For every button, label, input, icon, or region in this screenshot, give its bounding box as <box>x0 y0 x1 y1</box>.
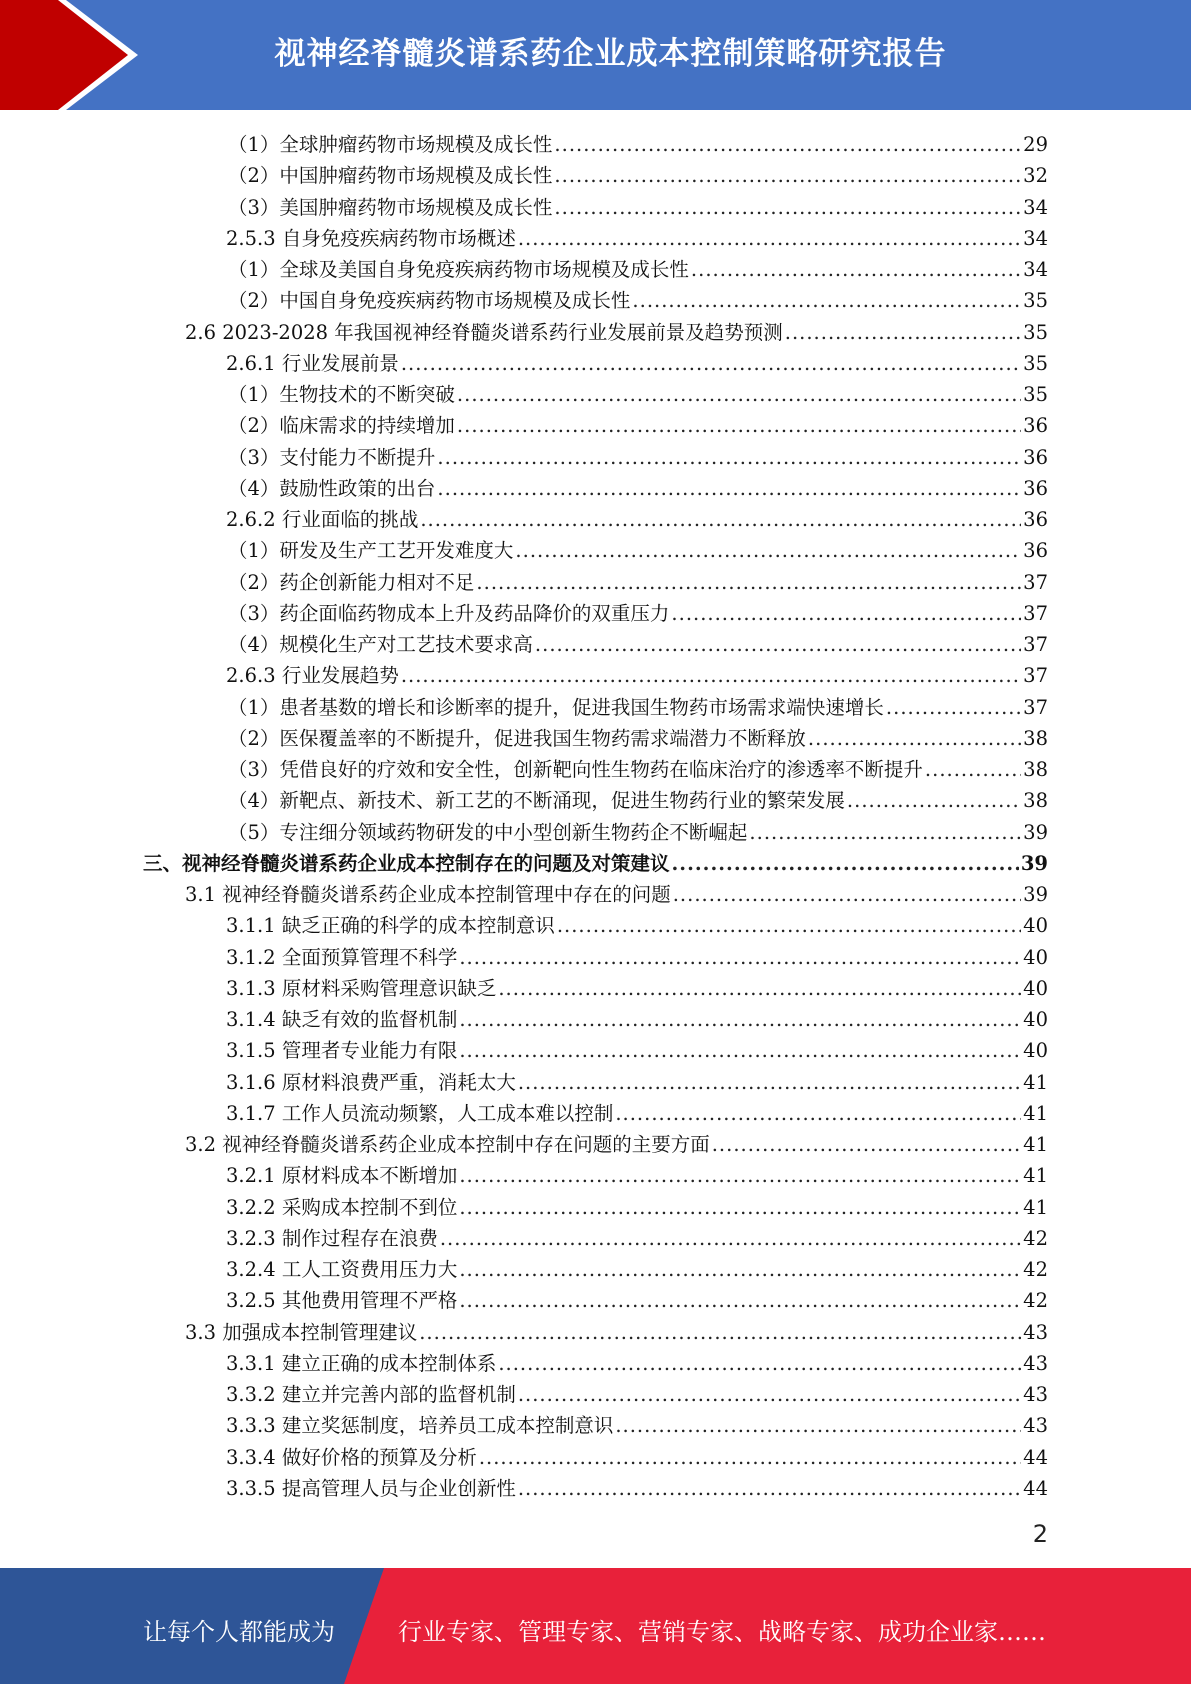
toc-entry-page: 37 <box>1023 633 1048 656</box>
toc-entry-page: 34 <box>1023 226 1048 250</box>
toc-entry-page: 41 <box>1023 1164 1048 1188</box>
toc-entry[interactable] <box>226 1408 1048 1439</box>
toc-entry-title: （1）生物技术的不断突破 <box>228 383 455 406</box>
toc-entry-page: 40 <box>1023 945 1048 969</box>
toc-entry[interactable] <box>228 283 1048 314</box>
toc-entry-title: 3.3.3 建立奖惩制度，培养员工成本控制意识 <box>226 1414 614 1438</box>
toc-entry[interactable] <box>228 408 1048 439</box>
toc-entry-page: 41 <box>1023 1101 1048 1125</box>
toc-dot-leader <box>459 945 1021 971</box>
report-title: 视神经脊髓炎谱系药企业成本控制策略研究报告 <box>274 36 947 72</box>
toc-dot-leader <box>518 1382 1021 1408</box>
toc-entry-page: 40 <box>1023 1008 1048 1031</box>
toc-entry[interactable] <box>226 1377 1048 1408</box>
toc-entry[interactable] <box>226 1283 1048 1314</box>
page-footer <box>0 1568 1191 1684</box>
toc-entry[interactable] <box>228 252 1048 283</box>
toc-entry[interactable] <box>226 940 1048 971</box>
toc-entry-title: 2.6.2 行业面临的挑战 <box>226 508 419 531</box>
toc-entry-page: 35 <box>1023 289 1048 313</box>
toc-dot-leader <box>554 163 1021 189</box>
toc-entry-page: 43 <box>1023 1351 1048 1375</box>
toc-dot-leader <box>459 1038 1021 1064</box>
toc-entry-title: 3.1.6 原材料浪费严重，消耗太大 <box>226 1070 516 1094</box>
toc-entry[interactable] <box>226 1190 1048 1221</box>
toc-dot-leader <box>459 1288 1021 1314</box>
toc-entry-title: （1）研发及生产工艺开发难度大 <box>228 539 514 563</box>
toc-entry-title: 三、视神经脊髓炎谱系药企业成本控制存在的问题及对策建议 <box>143 851 670 875</box>
toc-entry-page: 36 <box>1023 508 1048 531</box>
toc-dot-leader <box>615 1101 1021 1127</box>
toc-dot-leader <box>518 1070 1021 1096</box>
page-header <box>0 0 1191 110</box>
toc-dot-leader <box>401 351 1021 377</box>
toc-entry-title: 3.2.4 工人工资费用压力大 <box>226 1258 458 1281</box>
toc-entry-title: 3.3.4 做好价格的预算及分析 <box>226 1445 477 1469</box>
toc-entry[interactable] <box>228 721 1048 752</box>
toc-entry-page: 42 <box>1023 1289 1048 1313</box>
toc-entry-title: 2.5.3 自身免疫疾病药物市场概述 <box>226 226 516 250</box>
toc-dot-leader <box>518 226 1021 252</box>
toc-entry-page: 35 <box>1023 320 1048 344</box>
toc-entry-page: 43 <box>1023 1383 1048 1406</box>
toc-entry-title: 3.1.7 工作人员流动频繁，人工成本难以控制 <box>226 1101 614 1125</box>
toc-dot-leader <box>419 1320 1021 1346</box>
toc-entry-page: 44 <box>1023 1445 1048 1469</box>
toc-entry-title: （1）全球肿瘤药物市场规模及成长性 <box>228 133 553 156</box>
toc-entry-title: （5）专注细分领域药物研发的中小型创新生物药企不断崛起 <box>228 820 748 844</box>
toc-dot-leader <box>712 1132 1021 1158</box>
toc-dot-leader <box>457 382 1021 408</box>
toc-entry-page: 34 <box>1023 195 1048 219</box>
toc-entry-title: 3.3.1 建立正确的成本控制体系 <box>226 1351 497 1375</box>
toc-entry-title: （2）药企创新能力相对不足 <box>228 570 475 594</box>
toc-entry-title: 3.3 加强成本控制管理建议 <box>185 1320 418 1344</box>
toc-entry-title: 3.2.3 制作过程存在浪费 <box>226 1226 438 1250</box>
toc-entry[interactable] <box>226 1221 1048 1252</box>
toc-entry-title: （4）鼓励性政策的出台 <box>228 476 436 500</box>
toc-dot-leader <box>557 913 1021 939</box>
toc-entry[interactable] <box>226 1096 1048 1127</box>
toc-entry-title: 3.2.5 其他费用管理不严格 <box>226 1289 458 1313</box>
toc-entry[interactable] <box>226 658 1048 689</box>
toc-entry[interactable] <box>228 533 1048 564</box>
toc-entry-page: 38 <box>1023 758 1048 781</box>
toc-entry-page: 37 <box>1023 601 1048 625</box>
toc-entry[interactable] <box>185 315 1048 346</box>
toc-entry-page: 35 <box>1023 383 1048 406</box>
toc-entry-title: 2.6.3 行业发展趋势 <box>226 664 399 688</box>
toc-entry-page: 29 <box>1023 133 1048 156</box>
toc-entry-title: （2）中国肿瘤药物市场规模及成长性 <box>228 164 553 188</box>
toc-dot-leader <box>749 820 1021 846</box>
toc-entry[interactable] <box>228 596 1048 627</box>
toc-entry[interactable] <box>185 877 1048 908</box>
toc-entry-page: 43 <box>1023 1320 1048 1344</box>
toc-entry-page: 37 <box>1023 695 1048 719</box>
toc-entry[interactable] <box>226 1346 1048 1377</box>
toc-dot-leader <box>535 632 1021 658</box>
toc-entry-page: 32 <box>1023 164 1048 188</box>
toc-dot-leader <box>437 476 1021 502</box>
toc-dot-leader <box>615 1413 1021 1439</box>
page-number: 2 <box>1032 1520 1048 1548</box>
toc-entry-title: 3.1 视神经脊髓炎谱系药企业成本控制管理中存在的问题 <box>185 883 671 906</box>
toc-entry-page: 42 <box>1023 1258 1048 1281</box>
toc-entry-page: 37 <box>1023 570 1048 594</box>
toc-entry-page: 37 <box>1023 664 1048 688</box>
toc-entry[interactable] <box>226 1033 1048 1064</box>
toc-entry[interactable] <box>226 346 1048 377</box>
toc-dot-leader <box>459 1163 1021 1189</box>
toc-dot-leader <box>632 288 1021 314</box>
toc-entry[interactable] <box>228 565 1048 596</box>
toc-entry-title: （3）药企面临药物成本上升及药品降价的双重压力 <box>228 601 670 625</box>
toc-entry-title: 3.2 视神经脊髓炎谱系药企业成本控制中存在问题的主要方面 <box>185 1133 710 1156</box>
toc-entry[interactable] <box>185 1315 1048 1346</box>
toc-entry[interactable] <box>226 502 1048 533</box>
toc-dot-leader <box>554 132 1021 158</box>
toc-dot-leader <box>518 1476 1021 1502</box>
toc-entry-title: 3.2.2 采购成本控制不到位 <box>226 1195 458 1219</box>
toc-entry-title: 2.6.1 行业发展前景 <box>226 351 399 375</box>
toc-dot-leader <box>886 695 1021 721</box>
toc-entry-title: （3）美国肿瘤药物市场规模及成长性 <box>228 195 553 219</box>
toc-dot-leader <box>440 1226 1021 1252</box>
toc-entry-page: 39 <box>1023 820 1048 844</box>
toc-dot-leader <box>457 413 1021 439</box>
toc-entry[interactable] <box>226 1471 1048 1502</box>
toc-dot-leader <box>479 1445 1021 1471</box>
toc-entry-page: 36 <box>1023 445 1048 469</box>
toc-entry[interactable] <box>226 971 1048 1002</box>
toc-entry-title: （2）医保覆盖率的不断提升，促进我国生物药需求端潜力不断释放 <box>228 726 806 750</box>
toc-entry-title: 3.3.2 建立并完善内部的监督机制 <box>226 1383 516 1406</box>
toc-dot-leader <box>420 507 1021 533</box>
toc-dot-leader <box>925 757 1021 783</box>
toc-entry[interactable] <box>226 1252 1048 1283</box>
toc-entry-title: （2）临床需求的持续增加 <box>228 414 455 438</box>
toc-entry-page: 42 <box>1023 1226 1048 1250</box>
toc-dot-leader <box>785 320 1021 346</box>
toc-entry[interactable] <box>228 127 1048 158</box>
toc-entry-page: 36 <box>1023 414 1048 438</box>
toc-entry-page: 38 <box>1023 789 1048 813</box>
toc-entry-page: 40 <box>1023 976 1048 1000</box>
toc-entry[interactable] <box>228 440 1048 471</box>
toc-entry[interactable] <box>228 752 1048 783</box>
toc-entry-title: （1）全球及美国自身免疫疾病药物市场规模及成长性 <box>228 258 689 281</box>
toc-entry[interactable] <box>228 783 1048 814</box>
toc-entry-title: 3.1.1 缺乏正确的科学的成本控制意识 <box>226 914 555 938</box>
toc-entry[interactable] <box>185 1127 1048 1158</box>
toc-dot-leader <box>437 445 1021 471</box>
toc-entry-title: 2.6 2023-2028 年我国视神经脊髓炎谱系药行业发展前景及趋势预测 <box>185 320 783 344</box>
toc-entry-title: （1）患者基数的增长和诊断率的提升，促进我国生物药市场需求端快速增长 <box>228 695 884 719</box>
toc-dot-leader <box>808 726 1021 752</box>
toc-dot-leader <box>459 1257 1021 1283</box>
toc-dot-leader <box>476 570 1021 596</box>
toc-entry[interactable] <box>226 221 1048 252</box>
toc-dot-leader <box>459 1195 1021 1221</box>
toc-entry-title: （4）新靶点、新技术、新工艺的不断涌现，促进生物药行业的繁荣发展 <box>228 789 845 813</box>
toc-entry-title: （4）规模化生产对工艺技术要求高 <box>228 633 533 656</box>
footer-slogan-left: 让每个人都能成为 <box>143 1618 335 1646</box>
toc-entry-title: 3.1.5 管理者专业能力有限 <box>226 1039 458 1063</box>
toc-entry-page: 41 <box>1023 1133 1048 1156</box>
toc-dot-leader <box>847 788 1021 814</box>
toc-entry-page: 39 <box>1020 851 1048 875</box>
toc-entry-title: （2）中国自身免疫疾病药物市场规模及成长性 <box>228 289 631 313</box>
toc-entry[interactable] <box>228 377 1048 408</box>
toc-entry[interactable] <box>228 690 1048 721</box>
toc-entry-title: （3）支付能力不断提升 <box>228 445 436 469</box>
toc-dot-leader <box>673 882 1021 908</box>
toc-dot-leader <box>401 663 1021 689</box>
toc-entry[interactable] <box>226 1065 1048 1096</box>
toc-entry-title: 3.3.5 提高管理人员与企业创新性 <box>226 1476 516 1500</box>
toc-entry[interactable] <box>226 1002 1048 1033</box>
footer-slogan-right: 行业专家、管理专家、营销专家、战略专家、成功企业家…… <box>398 1618 1046 1646</box>
toc-entry[interactable] <box>228 815 1048 846</box>
toc-dot-leader <box>691 257 1021 283</box>
toc-entry-title: 3.2.1 原材料成本不断增加 <box>226 1164 458 1188</box>
toc-entry-page: 39 <box>1023 883 1048 906</box>
toc-entry[interactable] <box>228 158 1048 189</box>
toc-entry-title: 3.1.3 原材料采购管理意识缺乏 <box>226 976 497 1000</box>
toc-entry-page: 40 <box>1023 914 1048 938</box>
toc-entry-page: 36 <box>1023 539 1048 563</box>
toc-entry[interactable] <box>226 1440 1048 1471</box>
toc-dot-leader <box>554 195 1021 221</box>
toc-dot-leader <box>459 1007 1021 1033</box>
toc-entry-page: 44 <box>1023 1476 1048 1500</box>
toc-entry-page: 34 <box>1023 258 1048 281</box>
toc-entry-page: 38 <box>1023 726 1048 750</box>
toc-entry-page: 40 <box>1023 1039 1048 1063</box>
toc-dot-leader <box>515 538 1021 564</box>
toc-entry[interactable] <box>226 908 1048 939</box>
toc-entry-title: （3）凭借良好的疗效和安全性，创新靶向性生物药在临床治疗的渗透率不断提升 <box>228 758 923 781</box>
toc-entry-page: 43 <box>1023 1414 1048 1438</box>
toc-entry[interactable] <box>228 190 1048 221</box>
toc-dot-leader <box>671 601 1021 627</box>
toc-entry[interactable] <box>228 627 1048 658</box>
toc-entry-page: 41 <box>1023 1195 1048 1219</box>
toc-entry[interactable] <box>143 846 1048 877</box>
toc-entry-page: 36 <box>1023 476 1048 500</box>
toc-entry-title: 3.1.2 全面预算管理不科学 <box>226 945 458 969</box>
toc-dot-leader <box>498 1351 1021 1377</box>
toc-dot-leader <box>498 976 1021 1002</box>
toc-entry-title: 3.1.4 缺乏有效的监督机制 <box>226 1008 458 1031</box>
toc-dot-leader <box>672 851 1019 877</box>
toc-entry[interactable] <box>228 471 1048 502</box>
toc-entry-page: 35 <box>1023 351 1048 375</box>
toc-entry[interactable] <box>226 1158 1048 1189</box>
toc-entry-page: 41 <box>1023 1070 1048 1094</box>
